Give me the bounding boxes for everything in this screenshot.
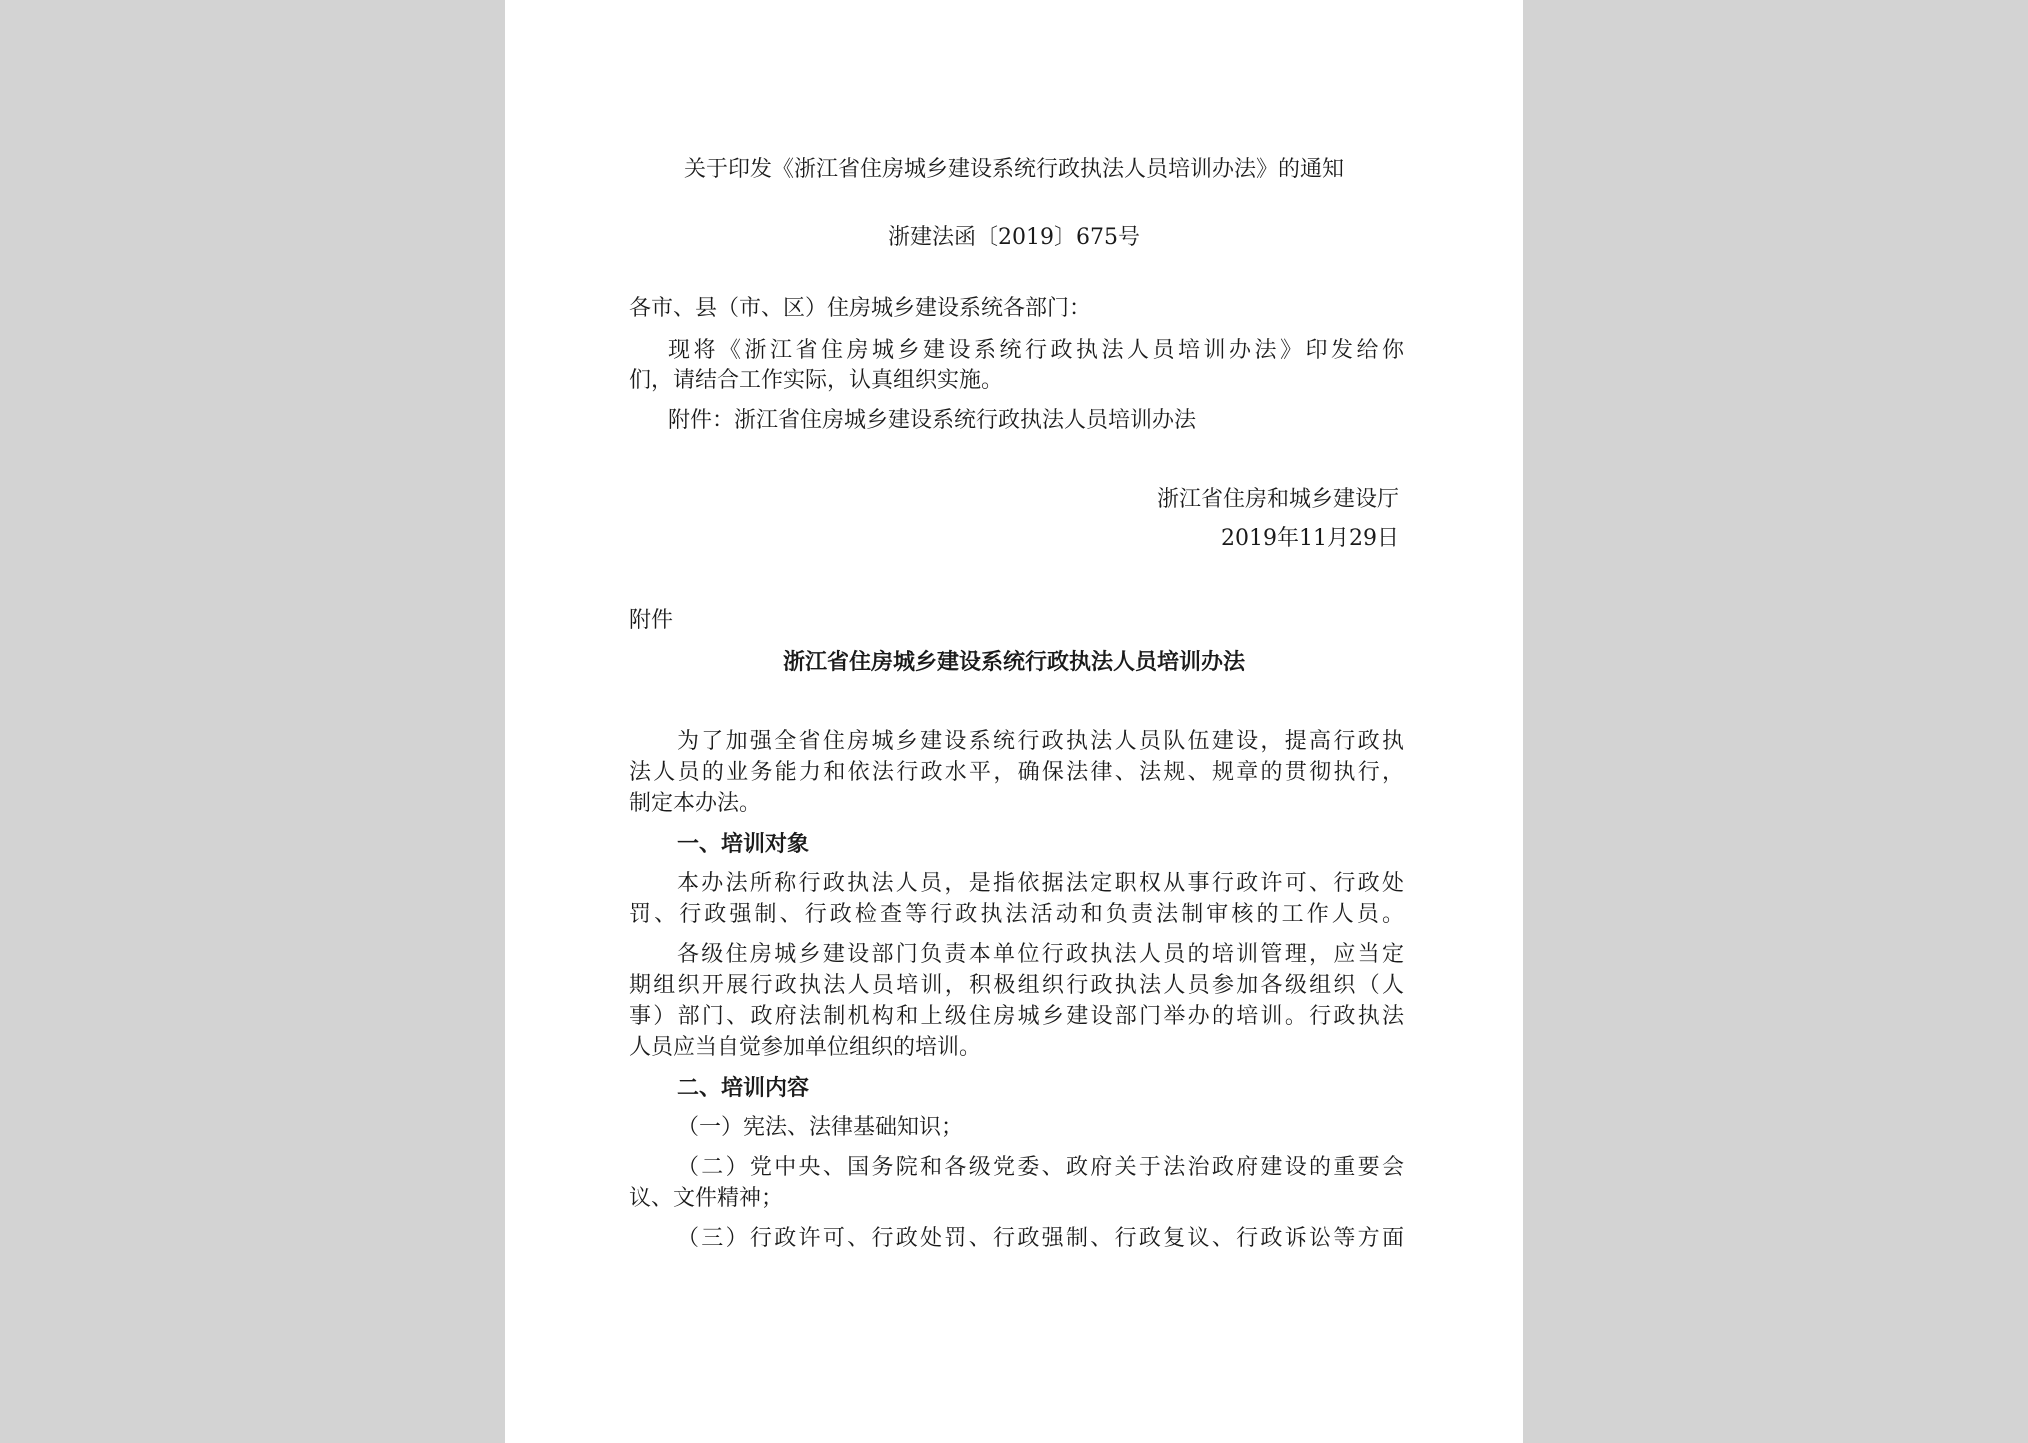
list-item: （一）宪法、法律基础知识； (677, 1115, 964, 1140)
attachment-label: 附件 (629, 608, 674, 633)
paragraph-line: 事）部门、政府法制机构和上级住房城乡建设部门举办的培训。行政执法 (629, 1004, 1404, 1029)
issuer: 浙江省住房和城乡建设厅 (1156, 487, 1399, 512)
section-heading: 二、培训内容 (677, 1075, 810, 1101)
paragraph-line: 法人员的业务能力和依法行政水平，确保法律、法规、规章的贯彻执行， (629, 760, 1404, 785)
notice-title: 关于印发《浙江省住房城乡建设系统行政执法人员培训办法》的通知 (683, 157, 1344, 182)
paragraph-line: 人员应当自觉参加单位组织的培训。 (629, 1035, 982, 1060)
issue-date: 2019年11月29日 (1221, 526, 1399, 551)
salutation: 各市、县（市、区）住房城乡建设系统各部门： (629, 296, 1092, 321)
section-heading: 一、培训对象 (677, 831, 810, 857)
paragraph-line: 各级住房城乡建设部门负责本单位行政执法人员的培训管理，应当定 (677, 942, 1404, 967)
list-item: 议、文件精神； (629, 1186, 784, 1211)
attachment-title: 浙江省住房城乡建设系统行政执法人员培训办法 (782, 649, 1245, 675)
list-item: （二）党中央、国务院和各级党委、政府关于法治政府建设的重要会 (677, 1155, 1404, 1180)
paragraph-line: 制定本办法。 (629, 791, 762, 816)
paragraph-line: 为了加强全省住房城乡建设系统行政执法人员队伍建设，提高行政执 (677, 729, 1404, 754)
attachment-reference: 附件：浙江省住房城乡建设系统行政执法人员培训办法 (668, 408, 1197, 433)
document-page (505, 0, 1523, 1443)
notice-body-line: 们，请结合工作实际，认真组织实施。 (629, 368, 1004, 393)
paragraph-line: 罚、行政强制、行政检查等行政执法活动和负责法制审核的工作人员。 (629, 902, 1404, 927)
paragraph-line: 期组织开展行政执法人员培训，积极组织行政执法人员参加各级组织（人 (629, 973, 1404, 998)
document-number: 浙建法函〔2019〕675号 (888, 225, 1140, 250)
notice-body-line: 现将《浙江省住房城乡建设系统行政执法人员培训办法》印发给你 (668, 338, 1404, 363)
paragraph-line: 本办法所称行政执法人员，是指依据法定职权从事行政许可、行政处 (677, 871, 1404, 896)
list-item: （三）行政许可、行政处罚、行政强制、行政复议、行政诉讼等方面 (677, 1226, 1404, 1251)
